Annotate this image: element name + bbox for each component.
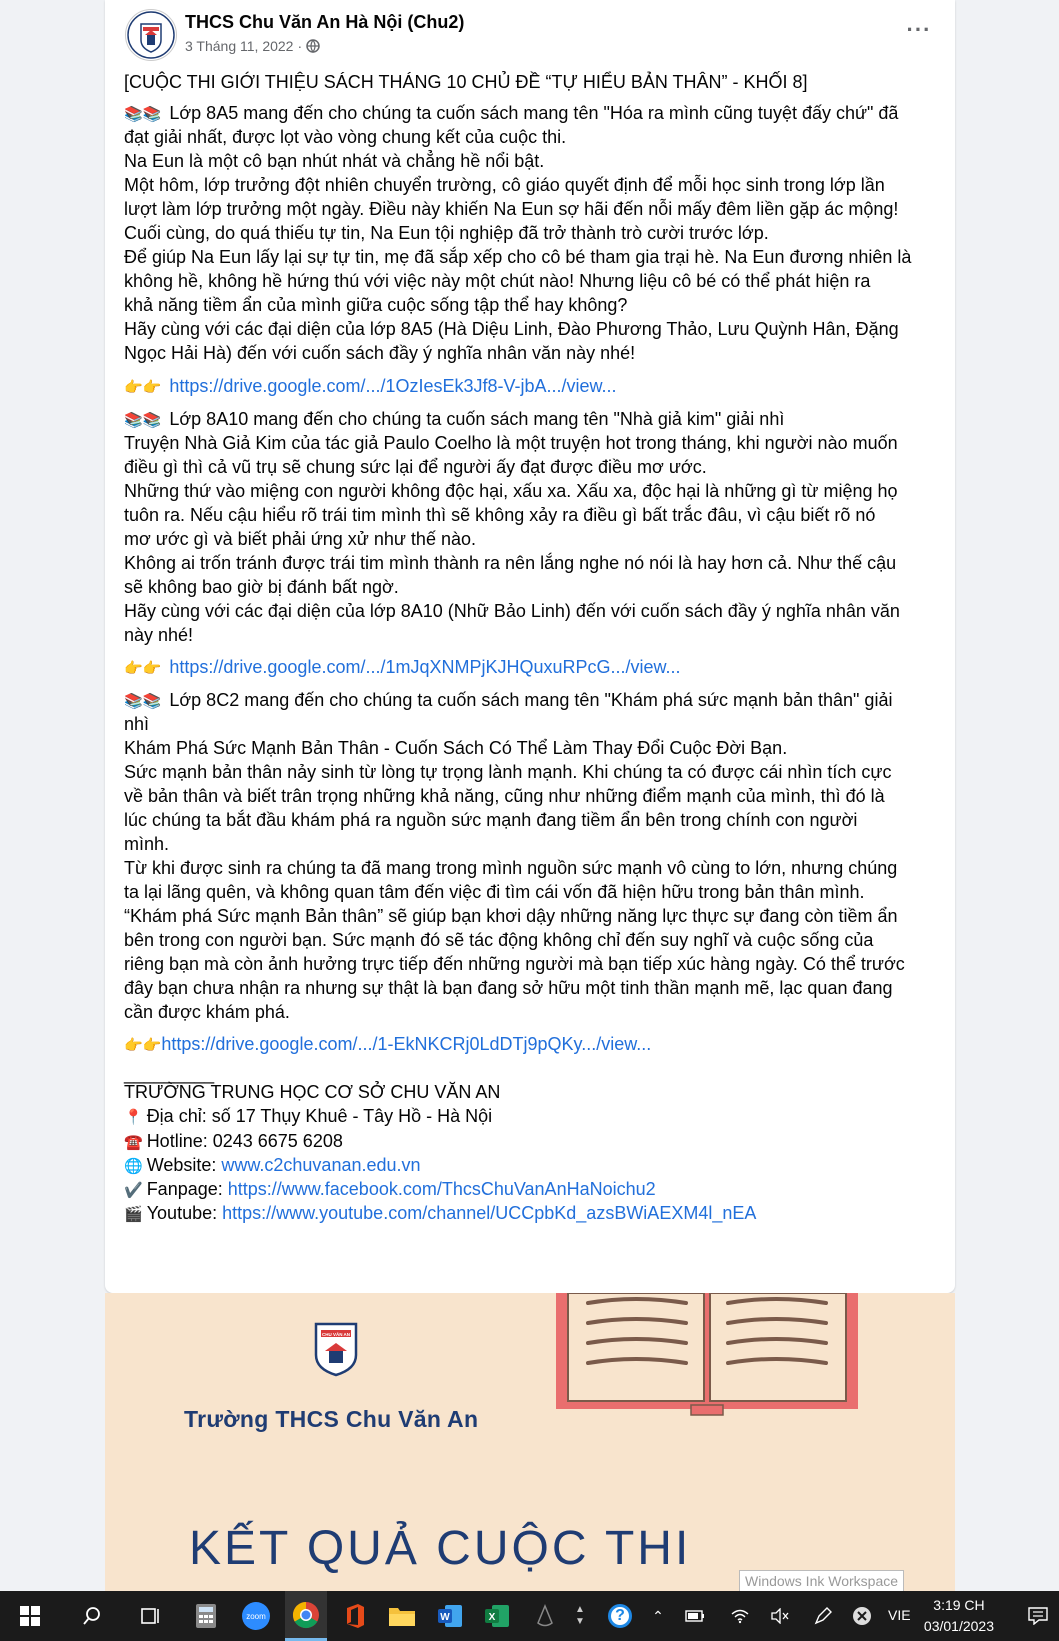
post-line: sẽ không bao giờ bị đánh bất ngờ. — [124, 577, 399, 597]
ink-workspace-tooltip: Windows Ink Workspace — [739, 1570, 904, 1592]
banner-school-name: Trường THCS Chu Văn An — [184, 1406, 479, 1432]
post-image[interactable] — [105, 1293, 955, 1591]
books-icon: 📚📚 — [124, 412, 162, 429]
post-line: cần được khám phá. — [124, 1002, 290, 1022]
battery-status[interactable] — [680, 1591, 710, 1641]
post-line: Không ai trốn tránh được trái tim mình thành ra nên lắng nghe nó nói là hay hơn cả. Như thế cậu — [124, 553, 897, 573]
taskbar-scroll[interactable] — [572, 1591, 588, 1641]
zoom-app[interactable] — [236, 1591, 276, 1641]
page-avatar[interactable] — [125, 9, 177, 61]
chevron-up-icon: ⌃ — [652, 1607, 664, 1624]
close-circle-icon — [852, 1606, 872, 1626]
post-line: lượt làm lớp trưởng một ngày. Điều này khiến Na Eun sợ hãi đến nỗi mấy đêm liền gặp ác mộng! — [124, 199, 899, 219]
svg-text:W: W — [440, 1612, 450, 1623]
more-options-icon[interactable]: ··· — [906, 17, 932, 42]
taskbar — [0, 1591, 1059, 1641]
notification-center[interactable] — [1020, 1591, 1056, 1641]
youtube-link[interactable]: https://www.youtube.com/channel/UCCpbKd_azsBWiAEXM4l_nEA — [222, 1203, 757, 1223]
post-line: nhì — [124, 714, 150, 734]
drive-link-1[interactable]: https://drive.google.com/.../1OzIesEk3Jf8-V-jbA.../view... — [169, 376, 617, 396]
post-line: đây bạn chưa nhận ra nhưng sự thật là bạn đang sở hữu một tinh thần mạnh mẽ, lạc quan đang — [124, 978, 893, 998]
post-line: Một hôm, lớp trưởng đột nhiên chuyển trường, cô giáo quyết định để mỗi học sinh trong lớp lần — [124, 175, 885, 195]
open-book-illustration — [546, 1293, 868, 1423]
show-hidden-icons[interactable] — [646, 1591, 670, 1641]
post-meta — [185, 38, 320, 54]
post-line: Ngọc Hải Hà) đến với cuốn sách đầy ý nghĩa nhân văn này nhé! — [124, 343, 636, 363]
fanpage-line: ✔️ Fanpage: https://www.facebook.com/ThcsChuVanAnHaNoichu2 — [124, 1177, 656, 1203]
office-app[interactable] — [335, 1591, 375, 1641]
pushpin-icon: 📍 — [124, 1109, 143, 1126]
post-line — [124, 1032, 651, 1058]
youtube-line: 🎬 Youtube: https://www.youtube.com/channel/UCCpbKd_azsBWiAEXM4l_nEA — [124, 1201, 756, 1227]
signature-divider: _________ — [124, 1064, 215, 1084]
help-icon: ? — [608, 1604, 632, 1628]
telephone-icon: ☎️ — [124, 1134, 143, 1151]
volume-muted-icon — [770, 1608, 790, 1624]
word-app[interactable] — [430, 1591, 470, 1641]
post-card — [105, 0, 955, 1293]
windows-icon — [20, 1606, 40, 1626]
books-icon: 📚📚 — [124, 693, 162, 710]
fanpage-link[interactable]: https://www.facebook.com/ThcsChuVanAnHaNoichu2 — [227, 1179, 656, 1199]
zoom-icon: zoom — [242, 1602, 270, 1630]
excel-app[interactable] — [477, 1591, 517, 1641]
task-view-button[interactable] — [130, 1591, 170, 1641]
battery-icon — [685, 1610, 705, 1622]
page-name[interactable]: THCS Chu Văn An Hà Nội (Chu2) — [185, 12, 465, 32]
volume-control[interactable] — [765, 1591, 795, 1641]
school-logo — [313, 1321, 359, 1377]
post-line: 📚📚 Lớp 8A5 mang đến cho chúng ta cuốn sách mang tên "Hóa ra mình cũng tuyệt đấy chứ" đã — [124, 101, 898, 127]
post-line: 📚📚 Lớp 8A10 mang đến cho chúng ta cuốn sách mang tên "Nhà giả kim" giải nhì — [124, 407, 784, 433]
post-line: mơ ước gì và biết phải ứng xử như thế nào. — [124, 529, 476, 549]
post-line: Na Eun là một cô bạn nhút nhát và chẳng hề nổi bật. — [124, 151, 545, 171]
clock[interactable] — [924, 1595, 994, 1637]
post-line: khả năng tiềm ẩn của mình giữa cuộc sống tập thể hay không? — [124, 295, 628, 315]
folder-icon — [388, 1605, 416, 1627]
start-button[interactable] — [10, 1591, 50, 1641]
clock-date: 03/01/2023 — [923, 1618, 994, 1634]
pointing-hands-icon: 👉👉 — [124, 379, 162, 396]
post-line: Truyện Nhà Giả Kim của tác giả Paulo Coelho là một truyện hot trong tháng, khi người nào muốn — [124, 433, 898, 453]
post-date[interactable]: 3 Tháng 11, 2022 — [185, 38, 294, 54]
post-line — [124, 374, 617, 400]
hotline-line: ☎️ Hotline: 0243 6675 6208 — [124, 1129, 343, 1155]
drive-link-2[interactable]: https://drive.google.com/.../1mJqXNMPjKJHQuxuRPcG.../view... — [169, 657, 681, 677]
meta-separator: · — [297, 38, 303, 54]
drive-link-3[interactable]: https://drive.google.com/.../1-EkNKCRj0LdDTj9pQKy.../view... — [161, 1034, 652, 1054]
books-icon: 📚📚 — [124, 106, 162, 123]
word-icon — [437, 1603, 463, 1629]
pointing-hands-icon: 👉👉 — [124, 660, 162, 677]
post-line: không hề, không hề hứng thú với việc này một chút nào! Nhưng liệu cô bé có thể phát hiện ra — [124, 271, 871, 291]
svg-text:CHU VĂN AN: CHU VĂN AN — [321, 1332, 351, 1337]
post-line — [124, 655, 681, 681]
post-line: “Khám phá Sức mạnh Bản thân” sẽ giúp bạn khơi dậy những năng lực thực sự đang còn tiềm ẩn — [124, 906, 898, 926]
calculator-icon — [195, 1603, 217, 1629]
post-line: Từ khi được sinh ra chúng ta đã mang trong mình nguồn sức mạnh vô cùng to lớn, nhưng chúng — [124, 858, 898, 878]
office-icon — [344, 1603, 366, 1629]
post-line: lúc chúng ta bắt đầu khám phá ra nguồn sức mạnh đang tiềm ẩn bên trong chính con người — [124, 810, 858, 830]
post-line: tuôn ra. Nếu cậu hiểu rõ trái tim mình thì sẽ không xảy ra điều gì bất trắc đâu, vì cậu biết rõ nó — [124, 505, 876, 525]
post-line: đạt giải nhất, được lọt vào vòng chung kết của cuộc thi. — [124, 127, 567, 147]
pointing-hands-icon: 👉👉 — [124, 1037, 162, 1054]
chrome-icon — [292, 1601, 320, 1629]
ink-workspace-button[interactable] — [808, 1591, 838, 1641]
post-title: [CUỘC THI GIỚI THIỆU SÁCH THÁNG 10 CHỦ ĐỀ “TỰ HIỂU BẢN THÂN” - KHỐI 8] — [124, 72, 808, 92]
post-line: Hãy cùng với các đại diện của lớp 8A5 (Hà Diệu Linh, Đào Phương Thảo, Lưu Quỳnh Hân, Đặng — [124, 319, 899, 339]
svg-text:X: X — [488, 1612, 496, 1623]
post-line: riêng bạn mà còn ảnh hưởng trực tiếp đến những người mà bạn tiếp xúc hàng ngày. Có thể trước — [124, 954, 905, 974]
network-status[interactable] — [725, 1591, 755, 1641]
globe-icon: 🌐 — [124, 1158, 143, 1175]
calculator-app[interactable] — [186, 1591, 226, 1641]
post-line: Sức mạnh bản thân nảy sinh từ lòng tự trọng lành mạnh. Khi chúng ta có được cái nhìn tích cực — [124, 762, 892, 782]
inkscape-app[interactable] — [525, 1591, 565, 1641]
notification-icon — [1028, 1607, 1048, 1625]
post-line: Hãy cùng với các đại diện của lớp 8A10 (Nhữ Bảo Linh) đến với cuốn sách đầy ý nghĩa nhân văn — [124, 601, 900, 621]
clapperboard-icon: 🎬 — [124, 1206, 143, 1223]
search-button[interactable] — [72, 1591, 112, 1641]
checkmark-icon: ✔️ — [124, 1182, 143, 1199]
task-view-icon — [139, 1606, 161, 1626]
post-line: Để giúp Na Eun lấy lại sự tự tin, mẹ đã sắp xếp cho cô bé tham gia trại hè. Na Eun đương nhiên là — [124, 247, 912, 267]
chevron-down-icon: ▼ — [575, 1616, 585, 1627]
post-line: ta lại lãng quên, và không quan tâm đến việc đi tìm cái vốn đã hiện hữu trong bản thân mình. — [124, 882, 865, 902]
school-name: TRƯỜNG TRUNG HỌC CƠ SỞ CHU VĂN AN — [124, 1082, 501, 1102]
close-circle-button[interactable] — [848, 1591, 876, 1641]
post-line: 📚📚 Lớp 8C2 mang đến cho chúng ta cuốn sách mang tên "Khám phá sức mạnh bản thân" giải — [124, 688, 892, 714]
excel-icon — [484, 1603, 510, 1629]
chevron-up-icon: ▲ — [575, 1604, 585, 1615]
address-line: 📍 Địa chỉ: số 17 Thụy Khuê - Tây Hồ - Hà Nội — [124, 1104, 492, 1130]
pen-icon — [813, 1606, 833, 1626]
search-icon — [82, 1606, 102, 1626]
globe-icon — [306, 39, 320, 53]
chrome-app[interactable] — [285, 1591, 327, 1641]
post-line: về bản thân và biết trân trọng những khả năng, cũng như những điểm mạnh của mình, thì đó là — [124, 786, 885, 806]
post-line: mình. — [124, 834, 170, 854]
banner-result-heading: KẾT QUẢ CUỘC THI — [189, 1522, 692, 1575]
website-line: 🌐 Website: www.c2chuvanan.edu.vn — [124, 1153, 421, 1179]
file-explorer-app[interactable] — [382, 1591, 422, 1641]
input-language[interactable]: VIE — [888, 1607, 911, 1623]
post-line: Khám Phá Sức Mạnh Bản Thân - Cuốn Sách Có Thể Làm Thay Đổi Cuộc Đời Bạn. — [124, 738, 788, 758]
post-line: bên trong con người bạn. Sức mạnh đó sẽ tác động không chỉ đến suy nghĩ và cuộc sống của — [124, 930, 874, 950]
wifi-icon — [730, 1608, 750, 1624]
post-line: Cuối cùng, do quá thiếu tự tin, Na Eun tội nghiệp đã trở thành trò cười trước lớp. — [124, 223, 769, 243]
help-app[interactable] — [600, 1591, 640, 1641]
clock-time: 3:19 CH — [933, 1597, 985, 1613]
post-line: điều gì thì cả vũ trụ sẽ chung sức lại để người ấy đạt được điều mơ ước. — [124, 457, 707, 477]
website-link[interactable]: www.c2chuvanan.edu.vn — [221, 1155, 421, 1175]
pen-shape-icon — [532, 1603, 558, 1629]
post-line: Những thứ vào miệng con người không độc hại, xấu xa. Xấu xa, độc hại là những gì từ miệng họ — [124, 481, 898, 501]
post-line: này nhé! — [124, 625, 194, 645]
